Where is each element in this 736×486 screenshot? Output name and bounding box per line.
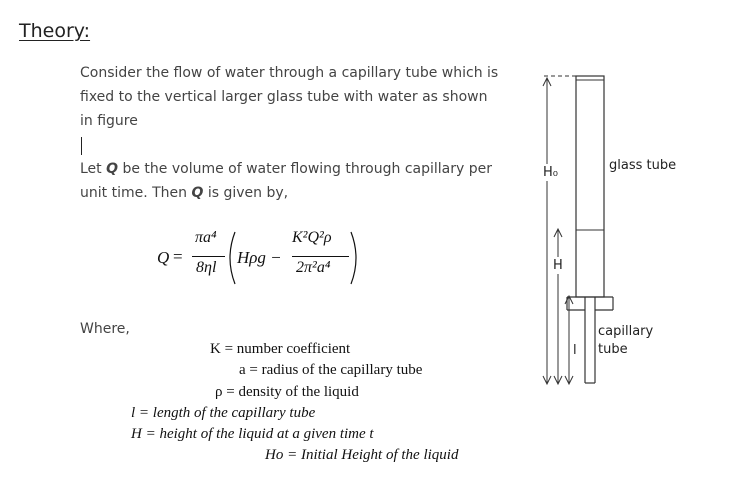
eq-den1: 8ηl [196,259,217,276]
label-l: l [573,343,577,358]
label-h: H [553,258,563,273]
def-l: l = length of the capillary tube [131,405,316,421]
q-symbol-2: Q [191,185,204,201]
eq-num2: K²Q²ρ [292,229,332,246]
label-ho: H₀ [543,165,558,180]
label-capillary-2: tube [598,342,628,357]
intro-line-1: Consider the flow of water through a capillary tube which is [80,65,499,81]
letq-line-2 [80,181,288,205]
def-rho: ρ = density of the liquid [215,384,359,400]
text-cursor [81,137,82,155]
def-h: H = height of the liquid at a given time t [131,426,374,442]
letq-line2-post: is given by, [203,185,289,201]
letq-line1-pre: Let [80,161,107,177]
def-k: K = number coefficient [210,341,351,357]
eq-right-paren [348,231,362,285]
eq-mid-term: Hρg − [237,248,282,267]
eq-fraction-bar-1 [192,256,225,257]
def-ho: Ho = Initial Height of the liquid [265,447,459,463]
label-capillary-1: capillary [598,324,654,339]
letq-line1-post: be the volume of water flowing through capillary per [118,161,492,177]
q-symbol: Q [106,161,119,177]
where-label: Where, [80,321,130,337]
intro-line-3: in figure [80,113,138,129]
label-glass-tube: glass tube [609,158,677,173]
def-a: a = radius of the capillary tube [239,362,423,378]
letq-line2-pre: unit time. Then [80,185,192,201]
eq-left-paren [224,231,238,285]
eq-num1: πa⁴ [195,229,217,246]
section-heading: Theory: [19,20,91,42]
eq-lhs: Q [157,248,170,267]
eq-fraction-bar-2 [292,256,349,257]
eq-equals: = [173,247,183,266]
eq-den2: 2π²a⁴ [296,259,331,276]
intro-line-2: fixed to the vertical larger glass tube with water as shown [80,89,488,105]
letq-line-1 [80,157,492,181]
